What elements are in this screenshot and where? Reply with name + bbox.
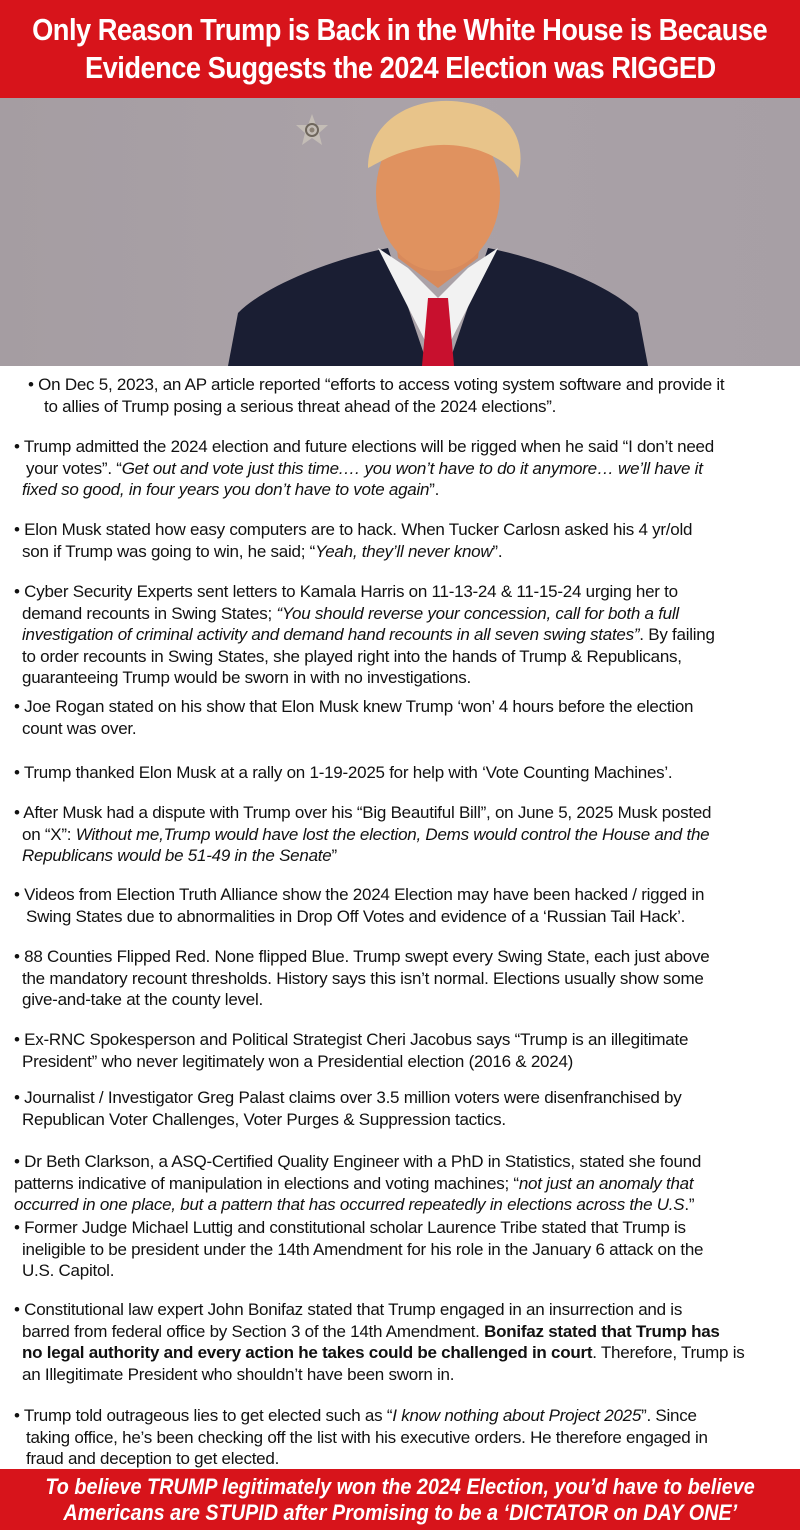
- header-banner: [0, 0, 800, 98]
- bullet-line: fraud and deception to get elected.: [26, 1449, 280, 1468]
- bullet-line: give-and-take at the county level.: [22, 990, 263, 1009]
- bullet-line: • Elon Musk stated how easy computers are to hack. When Tucker Carlosn asked his 4 yr/old: [14, 520, 693, 539]
- headline-line-1: Only Reason Trump is Back in the White House is Because: [32, 12, 768, 47]
- footer-line-1: To believe TRUMP legitimately won the 2024 Election, you’d have to believe: [45, 1473, 755, 1499]
- footer-banner: [0, 1469, 800, 1530]
- bullet-line: taking office, he’s been checking off the list with his executive orders. He therefore engaged in: [26, 1427, 708, 1447]
- bullet-line: • Dr Beth Clarkson, a ASQ-Certified Quality Engineer with a PhD in Statistics, stated she found: [14, 1152, 702, 1171]
- portrait-figure: [228, 98, 648, 366]
- bullet-line: investigation of criminal activity and demand hand recounts in all seven swing states”. By failing: [22, 625, 715, 644]
- bullet-item: [14, 1087, 681, 1130]
- bullet-line: • Trump admitted the 2024 election and future elections will be rigged when he said “I don’t need: [14, 437, 714, 456]
- bullet-line: to allies of Trump posing a serious threat ahead of the 2024 elections”.: [44, 396, 557, 416]
- bullet-item: [14, 1029, 688, 1072]
- bullet-item: [14, 946, 709, 1011]
- bullet-item: [14, 762, 672, 784]
- bullet-line: • 88 Counties Flipped Red. None flipped Blue. Trump swept every Swing State, each just above: [14, 947, 710, 966]
- bullet-line: your votes”. “Get out and vote just this time.… you won’t have to do it anymore… we’ll have it: [26, 458, 703, 478]
- bullet-line: • Videos from Election Truth Alliance show the 2024 Election may have been hacked / rigged in: [14, 885, 705, 904]
- bullet-line: on “X”: Without me,Trump would have lost the election, Dems would control the House and the: [22, 824, 710, 844]
- bullet-line: guaranteeing Trump would be sworn in with no investigations.: [22, 668, 471, 687]
- bullet-line: son if Trump was going to win, he said; “Yeah, they’ll never know”.: [22, 541, 503, 561]
- bullet-item: [14, 1151, 701, 1216]
- bullet-line: • Former Judge Michael Luttig and constitutional scholar Laurence Tribe stated that Trump is: [14, 1218, 686, 1237]
- bullet-line: count was over.: [22, 718, 137, 738]
- headline-line-2: Evidence Suggests the 2024 Election was RIGGED: [84, 50, 716, 85]
- bullet-line: • Trump thanked Elon Musk at a rally on 1-19-2025 for help with ‘Vote Counting Machines’.: [14, 763, 673, 782]
- bullet-line: • After Musk had a dispute with Trump over his “Big Beautiful Bill”, on June 5, 2025 Musk posted: [14, 803, 712, 822]
- bullet-line: no legal authority and every action he takes could be challenged in court. Therefore, Trump is: [22, 1343, 745, 1362]
- bullet-line: fixed so good, in four years you don’t have to vote again”.: [22, 480, 440, 499]
- bullet-line: • Ex-RNC Spokesperson and Political Strategist Cheri Jacobus says “Trump is an illegitimate: [14, 1030, 689, 1049]
- bullet-line: barred from federal office by Section 3 of the 14th Amendment. Bonifaz stated that Trump has: [22, 1321, 720, 1341]
- bullet-item: [14, 802, 711, 867]
- bullet-line: patterns indicative of manipulation in elections and voting machines; “not just an anomaly that: [14, 1173, 694, 1193]
- bullet-line: • Journalist / Investigator Greg Palast claims over 3.5 million voters were disenfranchised by: [14, 1088, 682, 1107]
- bullet-line: Republicans would be 51-49 in the Senate”: [22, 846, 337, 865]
- bullet-item: [28, 374, 724, 417]
- bullet-line: • Trump told outrageous lies to get elected such as “I know nothing about Project 2025”. Since: [14, 1406, 697, 1425]
- bullet-line: U.S. Capitol.: [22, 1261, 115, 1280]
- bullet-line: Swing States due to abnormalities in Drop Off Votes and evidence of a ‘Russian Tail Hack’.: [26, 906, 686, 926]
- bullet-line: occurred in one place, but a pattern that has occurred repeatedly in elections across the U.S.”: [14, 1195, 695, 1214]
- bullet-line: to order recounts in Swing States, she played right into the hands of Trump & Republicans,: [22, 646, 682, 666]
- bullet-line: demand recounts in Swing States; “You should reverse your concession, call for both a full: [22, 603, 679, 623]
- bullet-item: [14, 884, 704, 927]
- bullet-line: President” who never legitimately won a Presidential election (2016 & 2024): [22, 1051, 574, 1071]
- bullet-line: an Illegitimate President who shouldn’t have been sworn in.: [22, 1364, 455, 1384]
- bullet-line: • On Dec 5, 2023, an AP article reported “efforts to access voting system software and provide it: [28, 375, 725, 394]
- bullet-line: Republican Voter Challenges, Voter Purges & Suppression tactics.: [22, 1109, 506, 1129]
- bullet-item: [14, 696, 693, 739]
- bullet-item: [14, 1405, 708, 1470]
- bullet-line: ineligible to be president under the 14th Amendment for his role in the January 6 attack on the: [22, 1239, 704, 1259]
- bullet-line: the mandatory recount thresholds. History says this isn’t normal. Elections usually show some: [22, 968, 704, 988]
- bullet-item: [14, 519, 692, 562]
- footer-line-2: Americans are STUPID after Promising to be a ‘DICTATOR on DAY ONE’: [63, 1499, 737, 1525]
- bullet-line: • Constitutional law expert John Bonifaz stated that Trump engaged in an insurrection and is: [14, 1300, 683, 1319]
- bullet-line: • Joe Rogan stated on his show that Elon Musk knew Trump ‘won’ 4 hours before the election: [14, 697, 694, 716]
- photo: [0, 98, 800, 366]
- bullet-item: [14, 1299, 745, 1385]
- bullet-line: • Cyber Security Experts sent letters to Kamala Harris on 11-13-24 & 11-15-24 urging her to: [14, 582, 678, 601]
- bullet-item: [14, 1217, 703, 1282]
- bullet-item: [14, 436, 714, 501]
- bullet-item: [14, 581, 715, 689]
